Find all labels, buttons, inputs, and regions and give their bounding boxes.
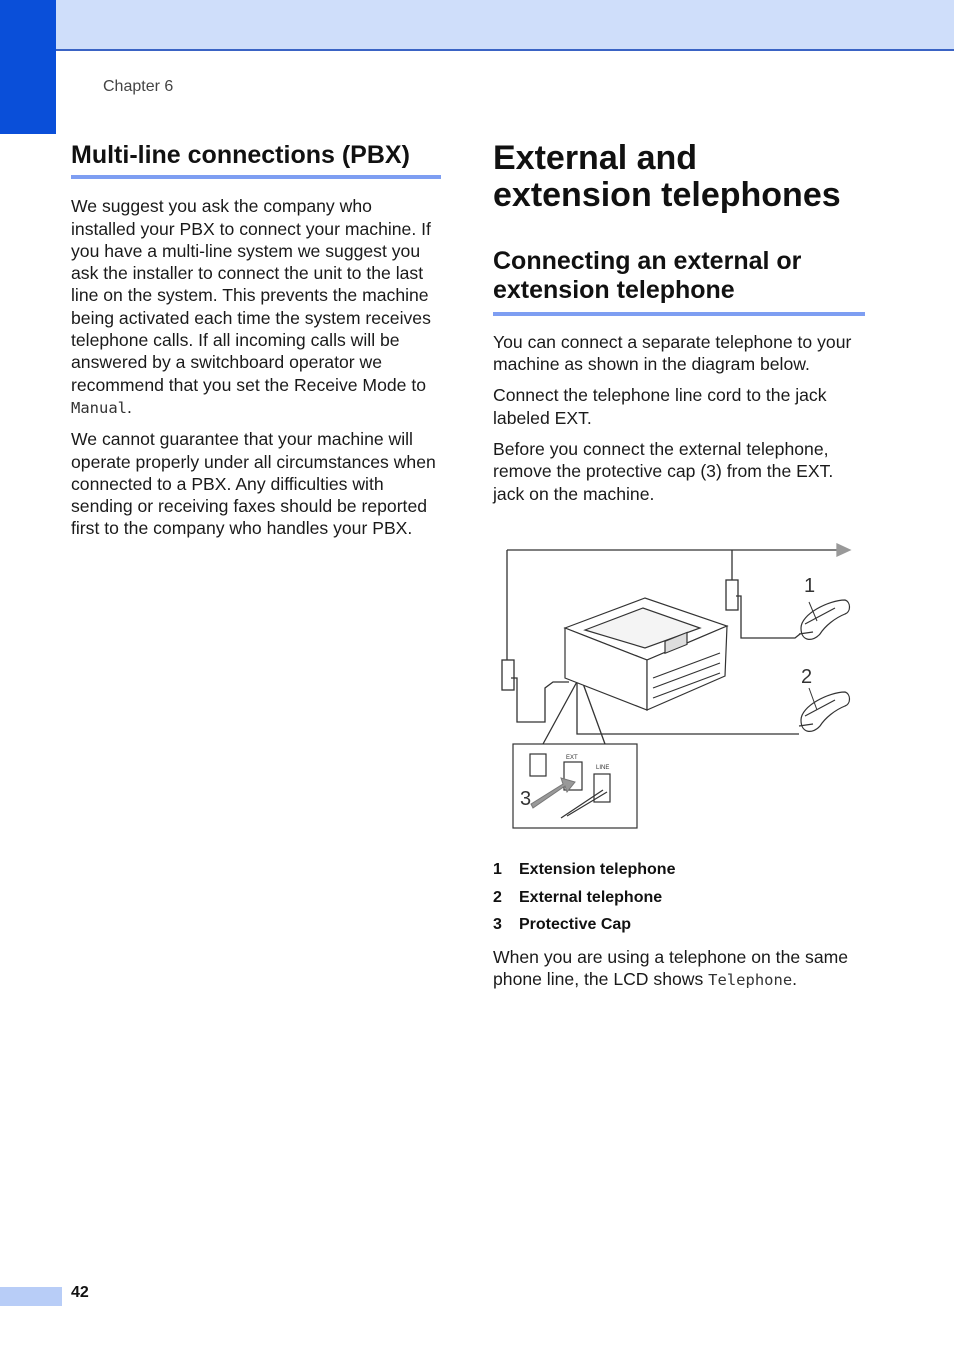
legend-number: 3 bbox=[493, 916, 502, 933]
right-column bbox=[493, 140, 865, 505]
arrow-icon bbox=[837, 544, 850, 556]
ext-jack-label: EXT bbox=[566, 755, 578, 761]
section-title-connecting: Connecting an external or extension telephone bbox=[493, 247, 865, 316]
pbx-paragraph-1-end: . bbox=[127, 396, 132, 417]
section-title-pbx: Multi-line connections (PBX) bbox=[71, 140, 441, 179]
legend-item bbox=[493, 911, 865, 939]
lcd-note-end: . bbox=[792, 968, 798, 989]
legend-number: 2 bbox=[493, 888, 502, 906]
pbx-paragraph-1 bbox=[71, 195, 441, 419]
chapter-tab-marker bbox=[0, 0, 56, 134]
page-number: 42 bbox=[71, 1284, 89, 1301]
page-title: External and extension telephones bbox=[493, 139, 841, 215]
pbx-paragraph-1-text: We suggest you ask the company who installed your PBX to connect your machine. If you have a multi-line system we suggest you ask the installer to connect the unit to the last line on the system. This prevents the machine being activated each time the system receives telephone calls. If all incoming calls will be answered by a switchboard operator we recommend that you set the Receive Mode to bbox=[71, 196, 431, 395]
line-jack-label: LINE bbox=[596, 765, 610, 771]
external-telephone-icon bbox=[799, 692, 850, 731]
printer-machine bbox=[565, 598, 727, 710]
wall-jack-right bbox=[726, 580, 738, 610]
receive-mode-manual: Manual bbox=[71, 398, 127, 417]
lcd-note-text: When you are using a telephone on the same phone line, the LCD shows bbox=[493, 946, 849, 989]
legend-item bbox=[493, 884, 865, 912]
connect-paragraph-1: You can connect a separate telephone to your machine as shown in the diagram below. bbox=[493, 331, 852, 375]
lcd-note-paragraph bbox=[493, 946, 865, 992]
wall-jack-left bbox=[502, 660, 514, 690]
callout-3: 3 bbox=[520, 788, 532, 810]
callout-1: 1 bbox=[804, 575, 816, 597]
legend-text: Extension telephone bbox=[519, 861, 676, 878]
connect-paragraph-3: Before you connect the external telephone, remove the protective cap (3) from the EXT. jack on the machine. bbox=[493, 438, 834, 504]
callout-2: 2 bbox=[801, 666, 813, 688]
pbx-paragraph-2: We cannot guarantee that your machine will operate properly under all circumstances when connected to a PBX. Any difficulties with sending or receiving faxes should be reported first to the company who handles your PBX. bbox=[71, 429, 436, 539]
protective-cap-icon bbox=[530, 754, 546, 776]
connection-diagram bbox=[495, 538, 865, 834]
left-column bbox=[71, 140, 441, 540]
chapter-label: Chapter 6 bbox=[103, 78, 174, 95]
legend-number: 1 bbox=[493, 861, 502, 878]
footer-tab-marker bbox=[0, 1287, 62, 1306]
connect-paragraph-2: Connect the telephone line cord to the jack labeled EXT. bbox=[493, 385, 827, 428]
extension-telephone-icon bbox=[799, 600, 850, 639]
legend-text: Protective Cap bbox=[519, 916, 632, 933]
lcd-telephone-text: Telephone bbox=[708, 970, 793, 989]
legend-text: External telephone bbox=[519, 888, 663, 906]
diagram-legend bbox=[493, 856, 865, 991]
header-band bbox=[0, 0, 954, 51]
legend-item bbox=[493, 856, 865, 884]
jack-inset bbox=[513, 744, 637, 828]
